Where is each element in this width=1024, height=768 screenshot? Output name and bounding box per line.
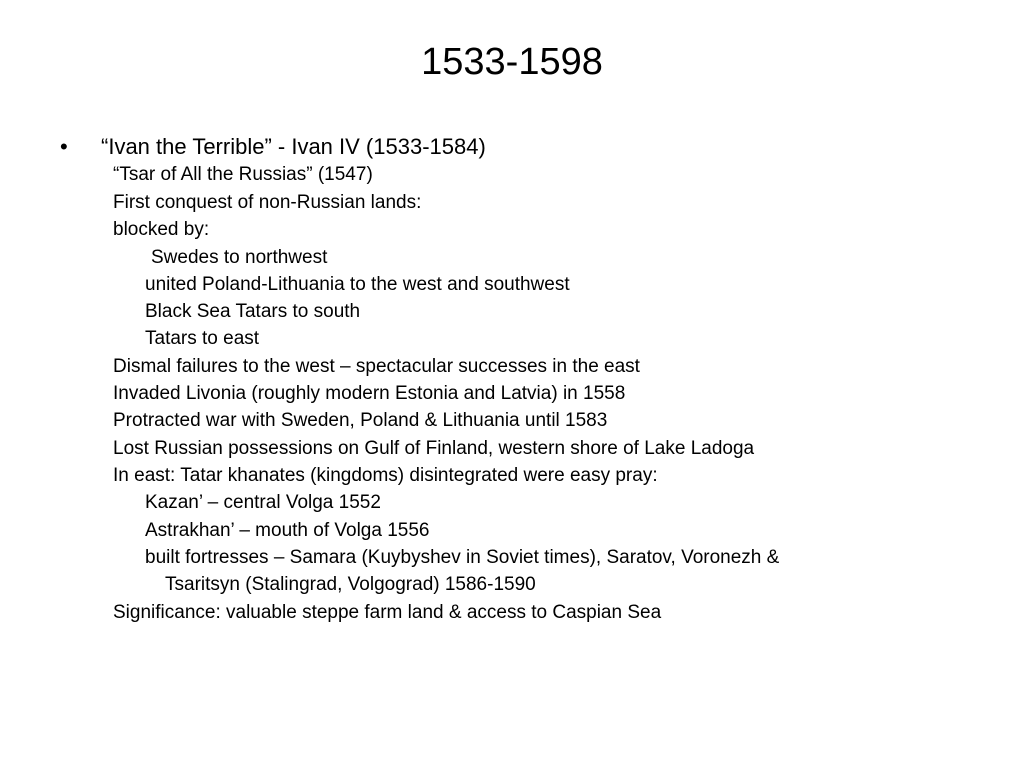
body-line: blocked by: bbox=[113, 219, 210, 240]
body-line: Invaded Livonia (roughly modern Estonia and Latvia) in 1558 bbox=[113, 383, 626, 404]
body-line: built fortresses – Samara (Kuybyshev in Soviet times), Saratov, Voronezh & bbox=[145, 547, 780, 568]
bullet-marker: • bbox=[60, 134, 68, 159]
bullet-text: “Ivan the Terrible” - Ivan IV (1533-1584) bbox=[101, 134, 486, 159]
body-line: Black Sea Tatars to south bbox=[145, 301, 361, 322]
body-line: Lost Russian possessions on Gulf of Finland, western shore of Lake Ladoga bbox=[113, 438, 755, 459]
slide-title: 1533-1598 bbox=[421, 41, 603, 83]
body-line: In east: Tatar khanates (kingdoms) disintegrated were easy pray: bbox=[113, 465, 658, 486]
body-line: “Tsar of All the Russias” (1547) bbox=[113, 164, 373, 185]
body-line: Protracted war with Sweden, Poland & Lithuania until 1583 bbox=[113, 410, 608, 431]
body-line: Astrakhan’ – mouth of Volga 1556 bbox=[145, 520, 430, 541]
body-line: First conquest of non-Russian lands: bbox=[113, 192, 422, 213]
body-line: Swedes to northwest bbox=[151, 247, 328, 268]
body-line: Dismal failures to the west – spectacular successes in the east bbox=[113, 356, 640, 377]
body-line: Significance: valuable steppe farm land & access to Caspian Sea bbox=[113, 602, 662, 623]
body-line: united Poland-Lithuania to the west and southwest bbox=[145, 274, 570, 295]
body-line: Tatars to east bbox=[145, 328, 260, 349]
body-line: Kazan’ – central Volga 1552 bbox=[145, 492, 381, 513]
body-line: Tsaritsyn (Stalingrad, Volgograd) 1586-1590 bbox=[165, 574, 536, 595]
